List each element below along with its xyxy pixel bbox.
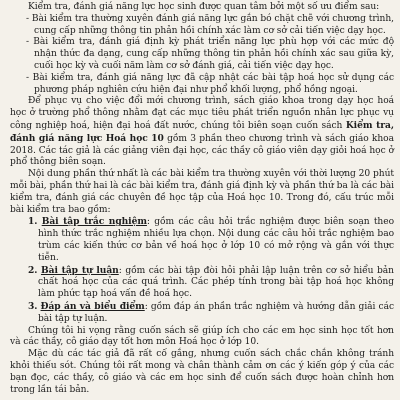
item-number: 3. bbox=[28, 300, 38, 312]
item-number: 2. bbox=[28, 264, 38, 276]
list-item-multiple-choice bbox=[10, 216, 394, 264]
bullet-ongoing-assessment: - Bài kiểm tra thường xuyên đánh giá năng lực gắn bó chặt chẽ với chương trình, cung cấp những thông tin phản hồi chính xác làm cơ sở cải tiến việc dạy học. bbox=[26, 13, 394, 36]
book-purpose-paragraph bbox=[10, 96, 394, 169]
purpose-text-continued: gồm 3 phần theo chương trình và sách giáo khoa 2018. Các tác giả là các giảng viên đại học, các thầy cô giáo viên dạy giỏi hoá học ở phổ thông biên soạn. bbox=[10, 133, 394, 168]
bullet-modern-methods: - Bài kiểm tra, đánh giá năng lực đã cập nhật các bài tập hoá học sử dụng các phương pháp nghiên cứu hiện đại như phổ khối lượng, phổ hồng ngoại. bbox=[26, 72, 394, 95]
structure-paragraph: Nội dung phần thứ nhất là các bài kiểm tra thường xuyên với thời lượng 20 phút mỗi bài, phần thứ hai là các bài kiểm tra, đánh giá định kỳ và phần thứ ba là các bài kiểm tra, đánh giá các chuyên đề học tập của Hoá học 10. Trong đó, cấu trúc mỗi bài kiểm tra bao gồm: bbox=[10, 169, 394, 215]
list-item-answer-key bbox=[10, 301, 394, 326]
list-item-essay bbox=[10, 265, 394, 301]
purpose-text: Để phục vụ cho việc đổi mới chương trình, sách giáo khoa trong dạy học hoá học ở trường phổ thông nhằm đạt các mục tiêu phát triển nguồn nhân lực phục vụ công nghiệp hoá, hiện đại hoá đất nước, chúng tôi biên soạn cuốn sách bbox=[10, 96, 394, 131]
item-body: : gồm đáp án phần trắc nghiệm và hướng dẫn giải các bài tập tự luận. bbox=[38, 301, 395, 324]
item-number: 1. bbox=[28, 216, 38, 228]
item-body: : gồm các câu hỏi trắc nghiệm được biên soạn theo hình thức trắc nghiệm nhiều lựa chọn. Nội dung các câu hỏi trắc nghiệm bao trùm các kiến thức cơ bản về hoá học ở lớp 10 có mở rộng và gắn với thực tiễn. bbox=[38, 217, 394, 263]
hope-paragraph: Chúng tôi hi vọng rằng cuốn sách sẽ giúp ích cho các em học sinh học tốt hơn và các thầy, cô giáo dạy tốt hơn môn Hoá học ở lớp 10. bbox=[10, 325, 394, 348]
book-title: Kiểm tra, đánh giá năng lực Hoá học 10 bbox=[10, 119, 394, 144]
item-body: : gồm các bài tập đòi hỏi phải lập luận trên cơ sở hiểu bản chất hoá học của các quá trình. Các phép tính trong bài tập hoá học không làm phức tạp hoá vấn đề hoá học. bbox=[38, 265, 394, 300]
item-heading: Đáp án và biểu điểm bbox=[40, 300, 145, 312]
bullet-periodic-assessment: - Bài kiểm tra, đánh giá định kỳ phát triển năng lực phù hợp với các mức độ nhận thức đa dạng, cung cấp những thông tin phản hồi chính xác sau giữa kỳ, cuối học kỳ và cuối năm làm cơ sở đánh giá, cải tiến việc dạy học. bbox=[26, 37, 394, 71]
item-heading: Bài tập trắc nghiệm bbox=[41, 216, 147, 228]
acknowledgement-paragraph: Mặc dù các tác giả đã rất cố gắng, nhưng cuốn sách chắc chắn không tránh khỏi thiếu sót. Chúng tôi rất mong và chân thành cảm ơn các ý kiến góp ý của các bạn đọc, các thầy, cô giáo và các em học sinh để cuốn sách được hoàn chỉnh hơn trong lần tái bản. bbox=[10, 349, 394, 395]
intro-line: Kiểm tra, đánh giá năng lực học sinh được quan tâm bởi một số ưu điểm sau: bbox=[28, 2, 380, 12]
item-heading: Bài tập tự luận bbox=[40, 264, 119, 276]
